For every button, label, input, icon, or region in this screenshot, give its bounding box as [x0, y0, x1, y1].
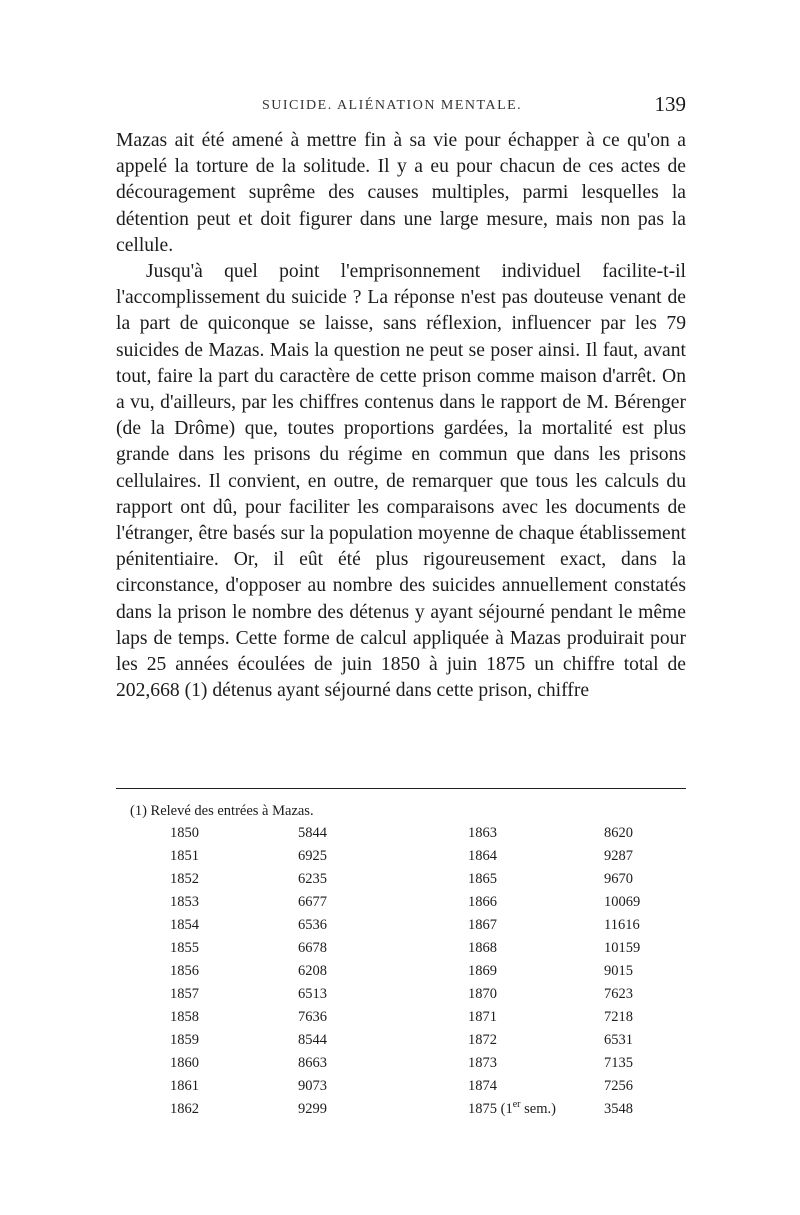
- year-right: 1871: [468, 1009, 497, 1025]
- running-title: SUICIDE. ALIÉNATION MENTALE.: [262, 98, 523, 113]
- table-row: [130, 937, 686, 960]
- page-number: 139: [654, 92, 686, 116]
- year-right: 1873: [468, 1055, 497, 1071]
- value-left: 6513: [298, 986, 327, 1002]
- value-right: 7256: [604, 1078, 633, 1094]
- value-left: 8544: [298, 1032, 327, 1048]
- table-row: [130, 891, 686, 914]
- year-left: 1861: [170, 1078, 199, 1094]
- value-right: 9670: [604, 871, 633, 887]
- year-right: [468, 1098, 556, 1121]
- footnote-reference[interactable]: (1): [184, 680, 208, 702]
- year-right: 1865: [468, 871, 497, 887]
- table-row: [130, 1052, 686, 1075]
- value-left: 8663: [298, 1055, 327, 1071]
- value-left: 6235: [298, 871, 327, 887]
- table-row: [130, 822, 686, 845]
- footnote-divider: [116, 788, 686, 789]
- year-right-sup: er: [512, 1099, 521, 1111]
- table-row: [130, 845, 686, 868]
- table-row: [130, 1098, 686, 1121]
- paragraph-1: Mazas ait été amené à mettre fin à sa vie pour échapper à ce qu'on a appelé la torture de la solitude. Il y a eu pour chacun de ces actes de découragement suprême des causes multiples, parmi lesquelles la détention peut et doit figurer dans une large mesure, mais non pas la cellule.: [116, 130, 686, 256]
- year-left: 1850: [170, 825, 199, 841]
- value-right: 3548: [604, 1101, 633, 1117]
- table-row: [130, 868, 686, 891]
- year-right: 1866: [468, 894, 497, 910]
- year-left: 1857: [170, 986, 199, 1002]
- body-text: [116, 128, 686, 704]
- footnote-title: (1) Relevé des entrées à Mazas.: [130, 803, 314, 819]
- table-row: [130, 983, 686, 1006]
- value-right: 10069: [604, 894, 641, 910]
- paragraph-2-main: Jusqu'à quel point l'emprisonnement individuel facilite-t-il l'accomplissement du suicide ? La réponse n'est pas douteuse venant de la part de quiconque se laisse, sans réflexion, influencer par les 79 suicides de Mazas. Mais la question ne peut se poser ainsi. Il faut, avant tout, faire la part du caractère de cette prison comme maison d'arrêt. On a vu, d'ailleurs, par les chiffres contenus dans le rapport de M. Bérenger (de la Drôme) que, toutes proportions gardées, la mortalité est plus grande dans les prisons du régime en commun que dans les prisons cellulaires. Il convient, en outre, de remarquer que tous les calculs du rapport ont dû, pour faciliter les comparaisons avec les documents de l'étranger, être basés sur la population moyenne de chaque établissement pénitentiaire. Or, il eût été plus rigoureusement exact, dans la circonstance, d'opposer au nombre des suicides annuellement constatés dans la prison le nombre des détenus y ayant séjourné pendant le même laps de temps. Cette forme de calcul appliquée à Mazas produirait pour les 25 années écoulées de juin 1850 à juin 1875 un chiffre total de 202,668: [116, 261, 686, 702]
- table-row: [130, 960, 686, 983]
- year-right: 1867: [468, 917, 497, 933]
- value-left: 5844: [298, 825, 327, 841]
- table-row: [130, 914, 686, 937]
- value-left: 6208: [298, 963, 327, 979]
- value-right: 7135: [604, 1055, 633, 1071]
- year-right: 1872: [468, 1032, 497, 1048]
- paragraph-2: [116, 259, 686, 704]
- value-right: 11616: [604, 917, 640, 933]
- year-left: 1853: [170, 894, 199, 910]
- year-left: 1858: [170, 1009, 199, 1025]
- value-right: 9287: [604, 848, 633, 864]
- table-row: [130, 1075, 686, 1098]
- footnote: [130, 800, 686, 1117]
- year-right: 1874: [468, 1078, 497, 1094]
- value-right: 6531: [604, 1032, 633, 1048]
- value-left: 6925: [298, 848, 327, 864]
- page-header: [116, 92, 686, 122]
- year-left: 1854: [170, 917, 199, 933]
- value-left: 6677: [298, 894, 327, 910]
- paragraph-2-end: détenus ayant séjourné dans cette prison, chiffre: [212, 680, 590, 702]
- year-right-text: 1875 (1: [468, 1101, 513, 1117]
- footnote-table: [130, 822, 686, 1121]
- year-left: 1860: [170, 1055, 199, 1071]
- year-right: 1864: [468, 848, 497, 864]
- table-row: [130, 1006, 686, 1029]
- value-left: 7636: [298, 1009, 327, 1025]
- value-left: 9073: [298, 1078, 327, 1094]
- year-left: 1862: [170, 1101, 199, 1117]
- value-right: 7623: [604, 986, 633, 1002]
- year-left: 1859: [170, 1032, 199, 1048]
- year-right: 1870: [468, 986, 497, 1002]
- value-right: 9015: [604, 963, 633, 979]
- value-left: 6536: [298, 917, 327, 933]
- value-left: 9299: [298, 1101, 327, 1117]
- year-right: 1863: [468, 825, 497, 841]
- value-left: 6678: [298, 940, 327, 956]
- value-right: 8620: [604, 825, 633, 841]
- year-right-suffix: sem.): [520, 1101, 556, 1117]
- value-right: 10159: [604, 940, 641, 956]
- year-left: 1852: [170, 871, 199, 887]
- year-right: 1868: [468, 940, 497, 956]
- year-left: 1856: [170, 963, 199, 979]
- table-row: [130, 1029, 686, 1052]
- value-right: 7218: [604, 1009, 633, 1025]
- year-left: 1851: [170, 848, 199, 864]
- year-right: 1869: [468, 963, 497, 979]
- year-left: 1855: [170, 940, 199, 956]
